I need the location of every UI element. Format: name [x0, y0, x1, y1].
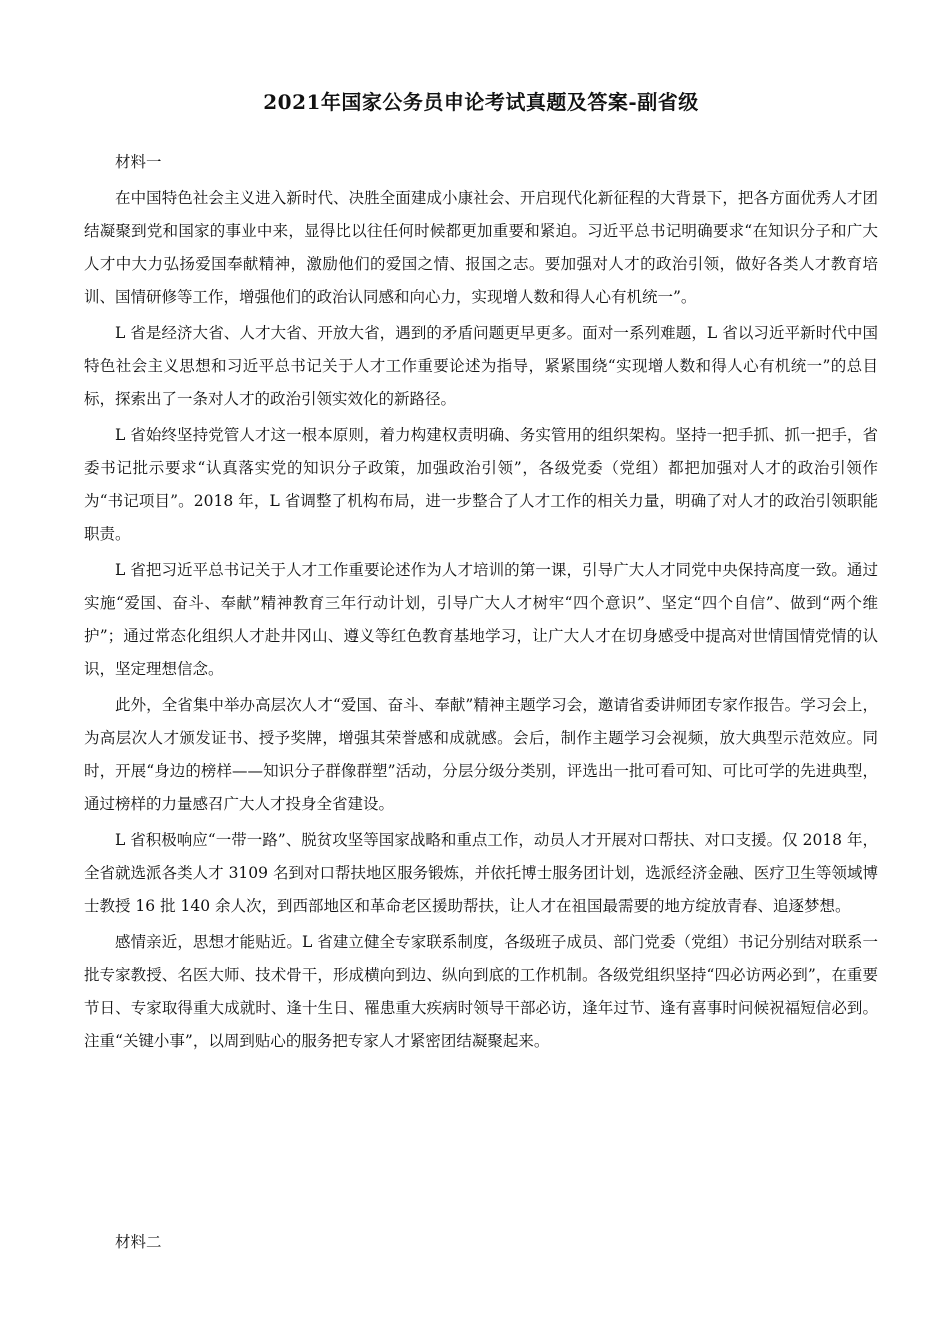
paragraph: 在中国特色社会主义进入新时代、决胜全面建成小康社会、开启现代化新征程的大背景下，把各方面优秀人才团结凝聚到党和国家的事业中来，显得比以往任何时候都更加重要和紧迫。习近平总书记明确要求“在知识分子和广大人才中大力弘扬爱国奉献精神，激励他们的爱国之情、报国之志。要加强对人才的政治引领，做好各类人才教育培训、国情研修等工作，增强他们的政治认同感和向心力，实现增人数和得人心有机统一”。 [84, 189, 878, 306]
section-heading-material-1: 材料一 [115, 153, 162, 171]
document-body [84, 146, 878, 1061]
paragraph: L 省是经济大省、人才大省、开放大省，遇到的矛盾问题更早更多。面对一系列难题，L 省以习近平新时代中国特色社会主义思想和习近平总书记关于人才工作重要论述为指导，紧紧围绕“实现增人数和得人心有机统一”的总目标，探索出了一条对人才的政治引领实效化的新路径。 [84, 324, 878, 408]
paragraph: 此外，全省集中举办高层次人才“爱国、奋斗、奉献”精神主题学习会，邀请省委讲师团专家作报告。学习会上，为高层次人才颁发证书、授予奖牌，增强其荣誉感和成就感。会后，制作主题学习会视频，放大典型示范效应。同时，开展“身边的榜样——知识分子群像群塑”活动，分层分级分类别，评选出一批可看可知、可比可学的先进典型，通过榜样的力量感召广大人才投身全省建设。 [84, 696, 878, 813]
paragraph: L 省积极响应“一带一路”、脱贫攻坚等国家战略和重点工作，动员人才开展对口帮扶、对口支援。仅 2018 年，全省就选派各类人才 3109 名到对口帮扶地区服务锻炼，并依托博士服务团计划，选派经济金融、医疗卫生等领域博士教授 16 批 140 余人次，到西部地区和革命老区援助帮扶，让人才在祖国最需要的地方绽放青春、追逐梦想。 [84, 831, 878, 915]
document-title: 2021年国家公务员申论考试真题及答案-副省级 [263, 90, 699, 114]
paragraph: L 省始终坚持党管人才这一根本原则，着力构建权责明确、务实管用的组织架构。坚持一把手抓、抓一把手，省委书记批示要求“认真落实党的知识分子政策，加强政治引领”，各级党委（党组）都把加强对人才的政治引领作为“书记项目”。2018 年，L 省调整了机构布局，进一步整合了人才工作的相关力量，明确了对人才的政治引领职能职责。 [84, 426, 878, 543]
section-heading-material-2: 材料二 [115, 1233, 162, 1251]
paragraph: L 省把习近平总书记关于人才工作重要论述作为人才培训的第一课，引导广大人才同党中央保持高度一致。通过实施“爱国、奋斗、奉献”精神教育三年行动计划，引导广大人才树牢“四个意识”、坚定“四个自信”、做到“两个维护”；通过常态化组织人才赴井冈山、遵义等红色教育基地学习，让广大人才在切身感受中提高对世情国情党情的认识，坚定理想信念。 [84, 561, 878, 678]
paragraph: 感情亲近，思想才能贴近。L 省建立健全专家联系制度，各级班子成员、部门党委（党组）书记分别结对联系一批专家教授、名医大师、技术骨干，形成横向到边、纵向到底的工作机制。各级党组织坚持“四必访两必到”，在重要节日、专家取得重大成就时、逢十生日、罹患重大疾病时领导干部必访，逢年过节、逢有喜事时问候祝福短信必到。注重“关键小事”，以周到贴心的服务把专家人才紧密团结凝聚起来。 [84, 933, 878, 1050]
